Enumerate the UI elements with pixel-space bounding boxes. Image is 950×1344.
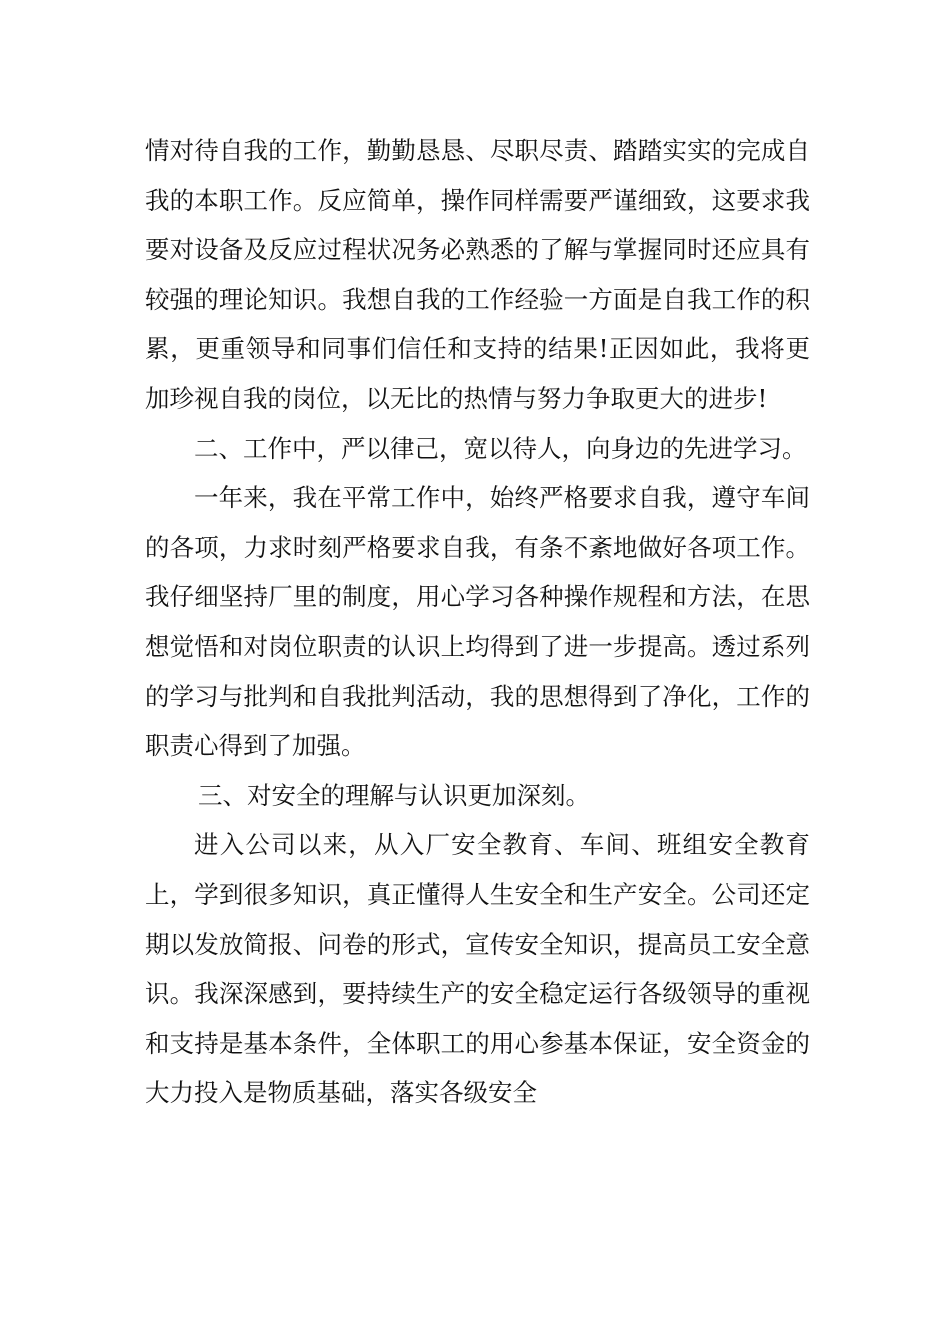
paragraph-discipline: 一年来，我在平常工作中，始终严格要求自我，遵守车间的各项，力求时刻严格要求自我，有条不紊地做好各项工作。我仔细坚持厂里的制度，用心学习各种操作规程和方法，在思想觉悟和对岗位职责的认识上均得到了进一步提高。透过系列的学习与批判和自我批判活动，我的思想得到了净化，工作的职责心得到了加强。 <box>145 483 810 761</box>
paragraph-safety: 进入公司以来，从入厂安全教育、车间、班组安全教育上，学到很多知识，真正懂得人生安全和生产安全。公司还定期以发放简报、问卷的形式，宣传安全知识，提高员工安全意识。我深深感到，要持续生产的安全稳定运行各级领导的重视和支持是基本条件，全体职工的用心参基本保证，安全资金的大力投入是物质基础，落实各级安全 <box>145 830 810 1108</box>
section-heading-three: 三、对安全的理解与认识更加深刻。 <box>198 780 590 810</box>
section-heading-two: 二、工作中，严以律己，宽以待人，向身边的先进学习。 <box>194 433 807 463</box>
paragraph-continuation: 情对待自我的工作，勤勤恳恳、尽职尽责、踏踏实实的完成自我的本职工作。反应简单，操作同样需要严谨细致，这要求我要对设备及反应过程状况务必熟悉的了解与掌握同时还应具有较强的理论知识。我想自我的工作经验一方面是自我工作的积累，更重领导和同事们信任和支持的结果!正因如此，我将更加珍视自我的岗位，以无比的热情与努力争取更大的进步! <box>145 136 810 413</box>
document-body <box>145 126 810 1118</box>
